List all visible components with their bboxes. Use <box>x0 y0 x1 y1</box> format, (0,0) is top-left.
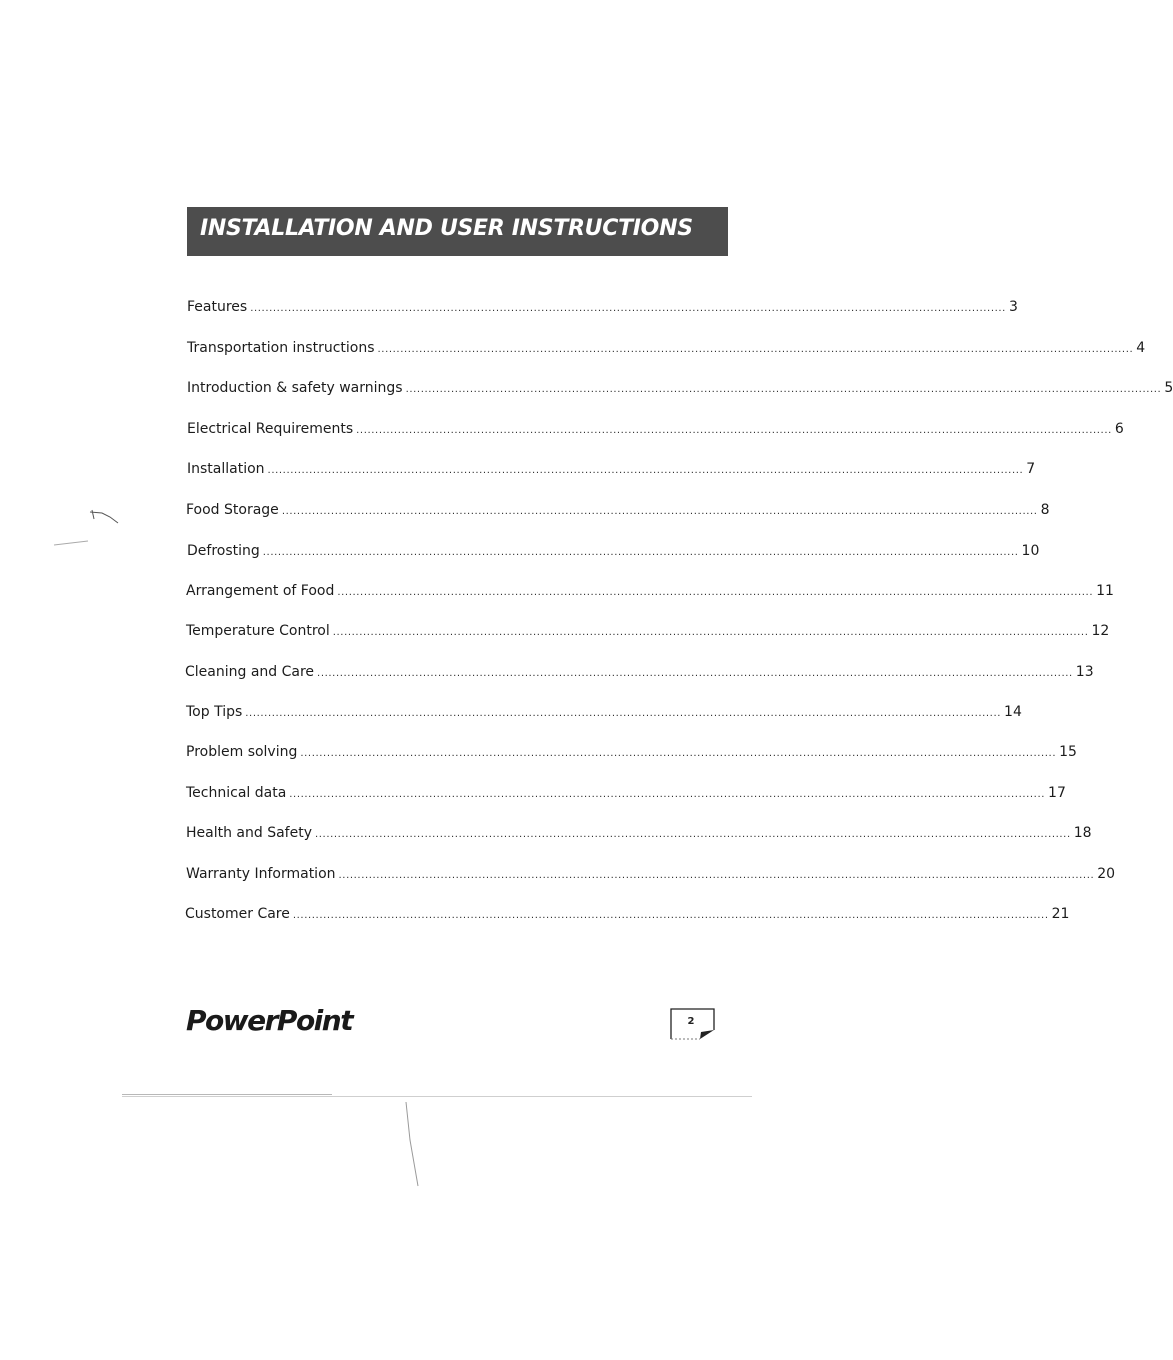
toc-entry <box>185 662 1094 684</box>
toc-entry-page: 17 <box>1048 785 1066 801</box>
toc-entry-label: Cleaning and Care <box>185 664 315 680</box>
toc-leader-dots: ........................................................................................................................................................................................................ <box>289 789 1046 800</box>
scan-artifact-mark <box>50 505 130 555</box>
toc-entry-page: 6 <box>1114 421 1124 437</box>
toc-entry-label: Top Tips <box>186 704 243 720</box>
toc-entry-label: Transportation instructions <box>187 340 375 356</box>
toc-entry <box>186 823 1092 845</box>
toc-entry-label: Health and Safety <box>186 825 312 841</box>
toc-entry-page: 3 <box>1008 299 1018 315</box>
toc-entry-page: 5 <box>1164 380 1173 396</box>
toc-leader-dots: ........................................................................................................................................................................................................ <box>377 344 1134 355</box>
toc-entry-label: Temperature Control <box>186 623 330 639</box>
toc-entry-label: Arrangement of Food <box>186 583 335 599</box>
toc-leader-dots: ........................................................................................................................................................................................................ <box>317 668 1073 679</box>
toc-leader-dots: ........................................................................................................................................................................................................ <box>405 384 1162 395</box>
toc-entry <box>186 581 1114 603</box>
scan-artifact-line <box>122 1094 332 1095</box>
toc-leader-dots: ........................................................................................................................................................................................................ <box>250 303 1006 314</box>
toc-entry <box>187 419 1124 441</box>
toc-entry <box>187 378 1173 400</box>
toc-leader-dots: ........................................................................................................................................................................................................ <box>262 547 1019 558</box>
section-header-bar <box>187 207 728 256</box>
toc-entry-page: 14 <box>1004 704 1022 720</box>
page-number-badge <box>670 1008 714 1040</box>
toc-entry <box>187 459 1036 481</box>
toc-entry <box>185 904 1070 926</box>
toc-entry <box>187 338 1146 360</box>
toc-entry <box>186 702 1022 724</box>
toc-entry <box>186 500 1050 522</box>
toc-entry-page: 18 <box>1073 825 1092 841</box>
toc-entry <box>187 541 1040 563</box>
toc-entry-label: Installation <box>187 461 265 477</box>
toc-entry <box>186 864 1116 886</box>
scan-artifact-mark <box>400 1100 424 1190</box>
toc-leader-dots: ........................................................................................................................................................................................................ <box>337 587 1094 598</box>
toc-entry-page: 13 <box>1075 664 1094 680</box>
toc-entry <box>186 783 1066 805</box>
toc-entry <box>187 297 1018 319</box>
toc-entry-label: Defrosting <box>187 543 260 559</box>
scan-artifact-line <box>122 1096 752 1097</box>
toc-entry-label: Electrical Requirements <box>187 421 354 437</box>
toc-entry-page: 4 <box>1136 340 1146 356</box>
toc-leader-dots: ........................................................................................................................................................................................................ <box>332 627 1089 638</box>
toc-entry-page: 15 <box>1059 744 1077 760</box>
page-number: 2 <box>687 1016 695 1027</box>
toc-entry-page: 20 <box>1097 866 1116 882</box>
toc-entry-page: 8 <box>1040 502 1050 518</box>
toc-leader-dots: ........................................................................................................................................................................................................ <box>292 910 1049 921</box>
toc-entry-label: Customer Care <box>185 906 290 922</box>
toc-leader-dots: ........................................................................................................................................................................................................ <box>267 465 1024 476</box>
toc-entry-label: Problem solving <box>186 744 298 760</box>
toc-entry-page: 7 <box>1026 461 1036 477</box>
toc-entry-page: 11 <box>1096 583 1114 599</box>
toc-leader-dots: ........................................................................................................................................................................................................ <box>300 748 1057 759</box>
toc-leader-dots: ........................................................................................................................................................................................................ <box>281 506 1038 517</box>
toc-leader-dots: ........................................................................................................................................................................................................ <box>245 708 1002 719</box>
toc-leader-dots: ........................................................................................................................................................................................................ <box>338 870 1095 881</box>
toc-entry <box>186 621 1110 643</box>
toc-entry-label: Features <box>187 299 248 315</box>
toc-entry-page: 12 <box>1091 623 1110 639</box>
toc-entry <box>186 742 1077 764</box>
toc-entry-label: Introduction & safety warnings <box>187 380 403 396</box>
toc-leader-dots: ........................................................................................................................................................................................................ <box>315 829 1071 840</box>
toc-leader-dots: ........................................................................................................................................................................................................ <box>356 425 1112 436</box>
toc-entry-page: 10 <box>1021 543 1040 559</box>
toc-entry-page: 21 <box>1051 906 1070 922</box>
toc-entry-label: Warranty Information <box>186 866 336 882</box>
brand-logo: PowerPoint <box>186 1004 353 1037</box>
toc-entry-label: Technical data <box>186 785 287 801</box>
section-title: INSTALLATION AND USER INSTRUCTIONS <box>200 216 693 241</box>
toc-entry-label: Food Storage <box>186 502 279 518</box>
